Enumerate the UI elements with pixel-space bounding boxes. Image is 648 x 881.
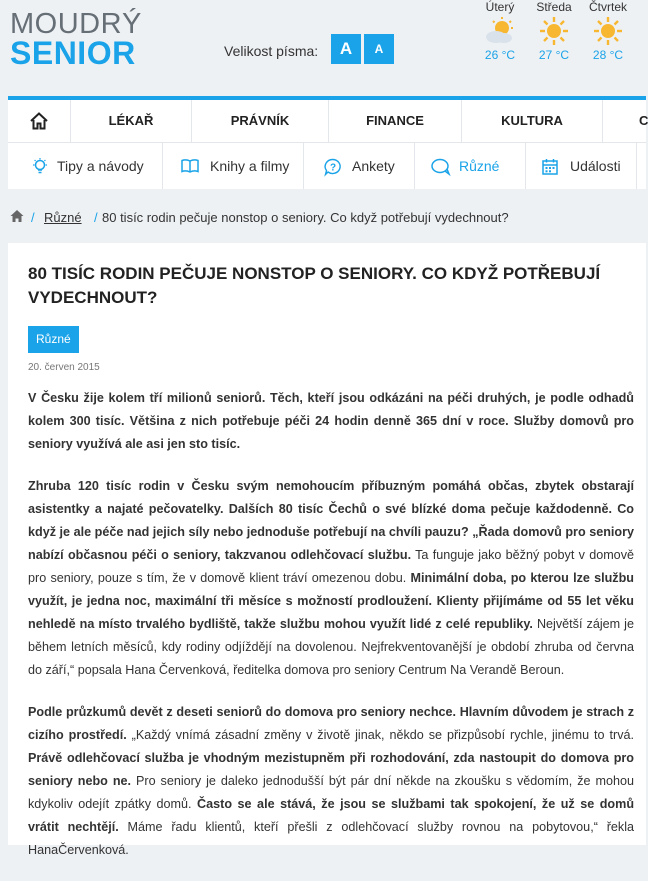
book-icon bbox=[181, 158, 199, 174]
breadcrumb-section-link[interactable]: Různé bbox=[44, 210, 82, 225]
subnav-label: Tipy a návody bbox=[57, 158, 144, 174]
partly-cloudy-icon bbox=[482, 16, 518, 46]
svg-text:?: ? bbox=[329, 162, 337, 174]
calendar-icon bbox=[542, 158, 558, 175]
sub-nav bbox=[8, 143, 646, 189]
chat-icon bbox=[431, 158, 451, 176]
lightbulb-icon bbox=[32, 158, 48, 176]
sun-icon bbox=[539, 16, 569, 46]
paragraph-text: Největší zájem je během letních měsíců, kdy rodiny odjíždějí na dovolenou. Nejfrekventovanější je období zhruba od června do září,“ popsala Hana Červenková, ředitelka domova pro seniory Centrum Na Verandě Beroun. bbox=[28, 617, 634, 677]
breadcrumb-separator: / bbox=[31, 210, 35, 225]
nav-home[interactable] bbox=[8, 100, 71, 142]
article-paragraph bbox=[28, 701, 634, 862]
subnav-tips[interactable] bbox=[8, 143, 163, 189]
home-icon[interactable] bbox=[10, 209, 24, 223]
nav-finance[interactable]: FINANCE bbox=[329, 100, 462, 142]
paragraph-text: V Česku žije kolem tří milionů seniorů. Těch, kteří jsou odkázáni na péči druhých, je podle odhadů kolem 300 tisíc. Většina z nich potřebuje péči 24 hodin denně 365 dní v roce. Služby domovů pro seniory využívá ale asi jen sto tisíc. bbox=[28, 391, 634, 451]
site-logo[interactable] bbox=[10, 10, 142, 69]
subnav-misc[interactable] bbox=[415, 143, 526, 189]
paragraph-bold: Podle průzkumů devět z deseti seniorů do domova pro seniory nechce. Hlavním důvodem je strach z cizího prostředí. bbox=[28, 705, 634, 742]
font-size-small-button[interactable]: A bbox=[364, 34, 394, 64]
subnav-label: Události bbox=[570, 158, 621, 174]
weather-day-label: Středa bbox=[536, 0, 572, 14]
paragraph-text: Pro seniory je daleko jednodušší být pár dní někde na zkoušku s vědomím, že mohou kdykoliv odejít zpátky domů. bbox=[28, 774, 634, 811]
nav-kultura[interactable]: KULTURA bbox=[462, 100, 603, 142]
category-badge[interactable]: Různé bbox=[28, 326, 79, 353]
article-paragraph bbox=[28, 475, 634, 682]
paragraph-bold: Často se ale stává, že jsou se službami tak spokojení, že už se domů vrátit nechtějí. bbox=[28, 797, 635, 834]
weather-day-1 bbox=[475, 0, 525, 62]
nav-pravnik[interactable]: PRÁVNÍK bbox=[192, 100, 329, 142]
subnav-books[interactable] bbox=[163, 143, 304, 189]
home-icon bbox=[30, 112, 48, 130]
article-paragraph bbox=[28, 387, 634, 456]
weather-day-2 bbox=[529, 0, 579, 62]
weather-temp: 28 °C bbox=[592, 48, 624, 62]
subnav-events[interactable] bbox=[526, 143, 637, 189]
font-size-label: Velikost písma: bbox=[224, 43, 319, 59]
paragraph-bold: Minimální doba, po kterou lze službu využít, je jedna noc, maximální tři měsíce s možností prodloužení. Klienty přijímáme od 55 let věku nehledě na místo trvalého bydliště, takže službu mohou využít lidé z celé republiky. bbox=[28, 571, 634, 631]
weather-temp: 27 °C bbox=[538, 48, 570, 62]
subnav-polls[interactable] bbox=[304, 143, 415, 189]
article-date: 20. červen 2015 bbox=[28, 362, 100, 373]
paragraph-text: „Každý vnímá zásadní změny v životě jinak, někdo se přizpůsobí rychle, jinému to trvá. bbox=[126, 728, 634, 742]
weather-day-label: Úterý bbox=[485, 0, 515, 14]
paragraph-bold: Zhruba 120 tisíc rodin v Česku svým nemohoucím příbuzným pomáhá občas, zbytek obstarají asistentky a najaté pečovatelky. Dalších 80 tisíc Čechů o své blízké doma pečuje každodenně. Co když je ale péče nad jejich síly nebo jednoduše potřebují na chvíli pauzu? „Řada domovů pro seniory nabízí občasnou péči o seniory, takzvanou odlehčovací službu. bbox=[28, 479, 634, 562]
breadcrumb bbox=[8, 198, 646, 234]
breadcrumb-current: 80 tisíc rodin pečuje nonstop o seniory. Co když potřebují vydechnout? bbox=[102, 210, 509, 225]
subnav-label: Knihy a filmy bbox=[210, 158, 290, 174]
paragraph-text: Ta funguje jako běžný pobyt v domově pro seniory, pouze s tím, že v domově klient tráví omezenou dobu. bbox=[28, 548, 634, 585]
nav-lekar[interactable]: LÉKAŘ bbox=[71, 100, 192, 142]
paragraph-bold: Právě odlehčovací služba je vhodným mezistupněm při rozhodování, zda nastoupit do domova pro seniory nebo ne. bbox=[28, 751, 634, 788]
article-body bbox=[28, 387, 634, 881]
article bbox=[8, 243, 646, 857]
weather-day-label: Čtvrtek bbox=[588, 0, 627, 14]
breadcrumb-separator: / bbox=[94, 210, 98, 225]
main-nav bbox=[8, 100, 646, 143]
subnav-label: Různé bbox=[459, 158, 500, 174]
nav-more[interactable]: C bbox=[639, 113, 648, 128]
article-title: 80 TISÍC RODIN PEČUJE NONSTOP O SENIORY. CO KDYŽ POTŘEBUJÍ VYDECHNOUT? bbox=[28, 264, 601, 307]
weather-temp: 26 °C bbox=[484, 48, 516, 62]
logo-line1: MOUDRÝ bbox=[10, 8, 142, 40]
subnav-label: Ankety bbox=[352, 158, 395, 174]
question-bubble-icon bbox=[324, 158, 342, 176]
weather-day-3 bbox=[583, 0, 633, 62]
font-size-large-button[interactable]: A bbox=[331, 34, 361, 64]
header bbox=[0, 0, 646, 96]
sun-icon bbox=[593, 16, 623, 46]
paragraph-text: Máme řadu klientů, kteří přešli z odlehčovací služby rovnou na pobytovou,“ řekla HanaČervenková. bbox=[28, 820, 634, 857]
logo-line2: SENIOR bbox=[10, 35, 136, 71]
